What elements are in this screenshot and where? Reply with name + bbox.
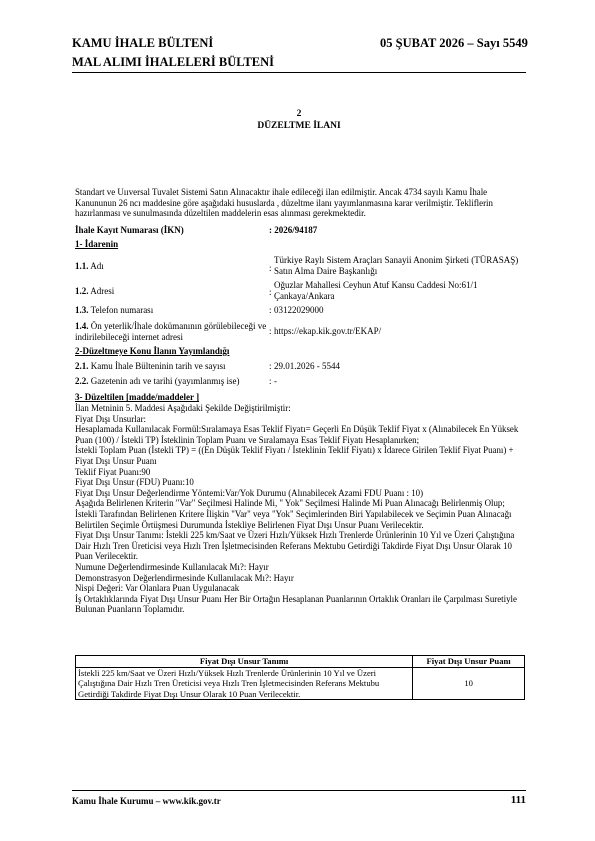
row-1-4 xyxy=(75,321,525,345)
row-value: Oğuzlar Mahallesi Ceyhun Atuf Kansu Caddesi No:61/1 Çankaya/Ankara xyxy=(274,280,478,301)
body-line: Nispi Değeri: Var Olanlara Puan Uygulanacak xyxy=(75,583,240,594)
section-3-title: 3- Düzeltilen [madde/maddeler ] xyxy=(75,392,200,402)
row-1-2 xyxy=(75,280,525,304)
body-line: Fiyat Dışı Unsur (FDU) Puanı:10 xyxy=(75,477,194,488)
row-num: 1.1. xyxy=(75,261,89,271)
row-label: Adı xyxy=(90,261,104,271)
row-value: 03122029000 xyxy=(274,305,324,315)
row-colon: : xyxy=(269,361,272,371)
notice-title: DÜZELTME İLANI xyxy=(257,121,341,131)
body-line: Hesaplamada Kullanılacak Formül:Sıralamaya Esas Teklif Fiyatı= Geçerli En Düşük Teklif Fiyat x (Alınabilecek En Yüksek Puan (100) / İstekli TP) İsteklinin Toplam Puanı ve Sıralamaya Esas Teklif Fiyatı Hesaplanırken; xyxy=(75,424,519,445)
body-line: Fiyat Dışı Unsur Tanımı: İstekli 225 km/Saat ve Üzeri Hızlı/Yüksek Hızlı Trenlerde Ürünlerinin 10 Yıl ve Üzeri Çalıştığına Dair Hızlı Tren Üreticisi veya Hızlı Tren İşletmecisinden Referans Mektubu Getirdiği Takdirde Fiyat Dışı Unsur Olarak 10 Puan Verilecektir. xyxy=(75,530,515,562)
row-num: 1.3. xyxy=(75,305,89,315)
row-colon: : xyxy=(269,376,272,386)
body-line: Numune Değerlendirmesinde Kullanılacak Mı?: Hayır xyxy=(75,561,269,572)
row-colon: : xyxy=(269,305,272,315)
body-line: Demonstrasyon Değerlendirmesinde Kullanılacak Mı?: Hayır xyxy=(75,572,294,583)
table-cell: İstekli 225 km/Saat ve Üzeri Hızlı/Yüksek Hızlı Trenlerde Ürünlerinin 10 Yıl ve Üzeri Çalıştığına Dair Hızlı Tren Üreticisi veya Hızlı Tren İşletmecisinden Referans Mektubu Getirdiği Takdirde Fiyat Dışı Unsur Olarak 10 Puan Verilecektir. xyxy=(76,667,413,700)
section-1-title: 1- İdarenin xyxy=(75,239,119,249)
page-number: 111 xyxy=(510,794,526,806)
row-num: 2.1. xyxy=(75,361,89,371)
row-value: - xyxy=(274,376,277,386)
body-line: İş Ortaklıklarında Fiyat Dışı Unsur Puanı Her Bir Ortağın Hesaplanan Puanlarının Ortaklık Oranları ile Çarpılması Suretiyle Bulunan Puanların Toplamıdır. xyxy=(75,593,517,615)
body-line: Teklif Fiyat Puanı:90 xyxy=(75,466,151,477)
fdu-table xyxy=(75,655,525,700)
row-num: 1.4. xyxy=(75,321,89,331)
row-value: https://ekap.kik.gov.tr/EKAP/ xyxy=(274,326,382,336)
body-line: Aşağıda Belirlenen Kriterin "Var" Seçilmesi Halinde Mi, " Yok" Seçilmesi Halinde Mi Puan Alınacağı Belirlenmiş Olup; İstekli Tarafından Belirlenen Kritere İlişkin "Var" veya "Yok" Seçimlerinden Biri Yapılabilecek ve Seçimin Puan Alınacağı Belirtilen Seçimle Örtüşmesi Durumunda İstekliye Belirlenen Fiyat Dışı Unsur Puanı Verilecektir. xyxy=(75,498,512,530)
row-label: Kamu İhale Bülteninin tarih ve sayısı xyxy=(90,361,226,371)
table-cell: 10 xyxy=(413,667,525,700)
column-header: Fiyat Dışı Unsur Puanı xyxy=(413,656,525,668)
section-3-body xyxy=(75,403,525,615)
issue-date-number: 05 ŞUBAT 2026 – Sayı 5549 xyxy=(380,36,528,50)
notice-intro: Standart ve Uııversal Tuvalet Sistemi Satın Alınacaktır ihale edileceği ilan edilmiştir. Ancak 4734 sayılı Kamu İhale Kanununun 26 ncı maddesine göre aşağıdaki hususlarda , düzeltme ilanı yayımlanmasına karar verilmiştir. Tekliflerin hazırlanması ve sunulmasında düzeltilen maddelerin esas alınması gerekmektedir. xyxy=(75,187,493,219)
footer-divider xyxy=(72,790,526,791)
footer-publisher: Kamu İhale Kurumu – www.kik.gov.tr xyxy=(72,796,221,806)
bulletin-title: KAMU İHALE BÜLTENİ xyxy=(72,36,214,50)
row-label: Ön yeterlik/İhale dokümanının görülebileceği ve indirilebileceği internet adresi xyxy=(75,321,267,342)
row-label: Gazetenin adı ve tarihi (yayımlanmış ise) xyxy=(90,376,240,386)
row-num: 2.2. xyxy=(75,376,89,386)
table-header-row xyxy=(76,656,525,668)
section-2-title: 2-Düzeltmeye Konu İlanın Yayımlandığı xyxy=(75,346,230,356)
body-line: İstekli Toplam Puan (İstekli TP) = ((En Düşük Teklif Fiyatı / İsteklinin Teklif Fiyatı) x İdarece Girilen Teklif Fiyat Puanı) + Fiyat Dışı Unsur Puanı xyxy=(75,445,514,466)
column-header: Fiyat Dışı Unsur Tanımı xyxy=(76,656,413,668)
ikn-label: İhale Kayıt Numarası (İKN) xyxy=(75,225,184,235)
ikn-value: : 2026/94187 xyxy=(269,225,318,235)
body-line: Fiyat Dışı Unsur Değerlendirme Yöntemi:Var/Yok Durumu (Alınabilecek Azami FDU Puanı : 10) xyxy=(75,487,424,498)
header-divider xyxy=(72,72,526,73)
row-colon: : xyxy=(269,263,272,273)
row-label: Telefon numarası xyxy=(90,305,154,315)
row-num: 1.2. xyxy=(75,286,89,296)
notice-number: 2 xyxy=(296,109,302,119)
bulletin-subtitle: MAL ALIMI İHALELERİ BÜLTENİ xyxy=(72,55,275,69)
body-line: İlan Metninin 5. Maddesi Aşağıdaki Şekilde Değiştirilmiştir: xyxy=(75,403,291,413)
body-line: Fiyat Dışı Unsurlar: xyxy=(75,413,146,424)
row-value: Türkiye Raylı Sistem Araçları Sanayii Anonim Şirketi (TÜRASAŞ) Satın Alma Daire Başkanlığı xyxy=(274,255,519,276)
row-label: Adresi xyxy=(90,286,115,296)
row-value: 29.01.2026 - 5544 xyxy=(274,361,340,371)
row-1-1 xyxy=(75,255,525,279)
row-colon: : xyxy=(269,326,272,336)
table-row xyxy=(76,667,525,700)
row-colon: : xyxy=(269,287,272,297)
